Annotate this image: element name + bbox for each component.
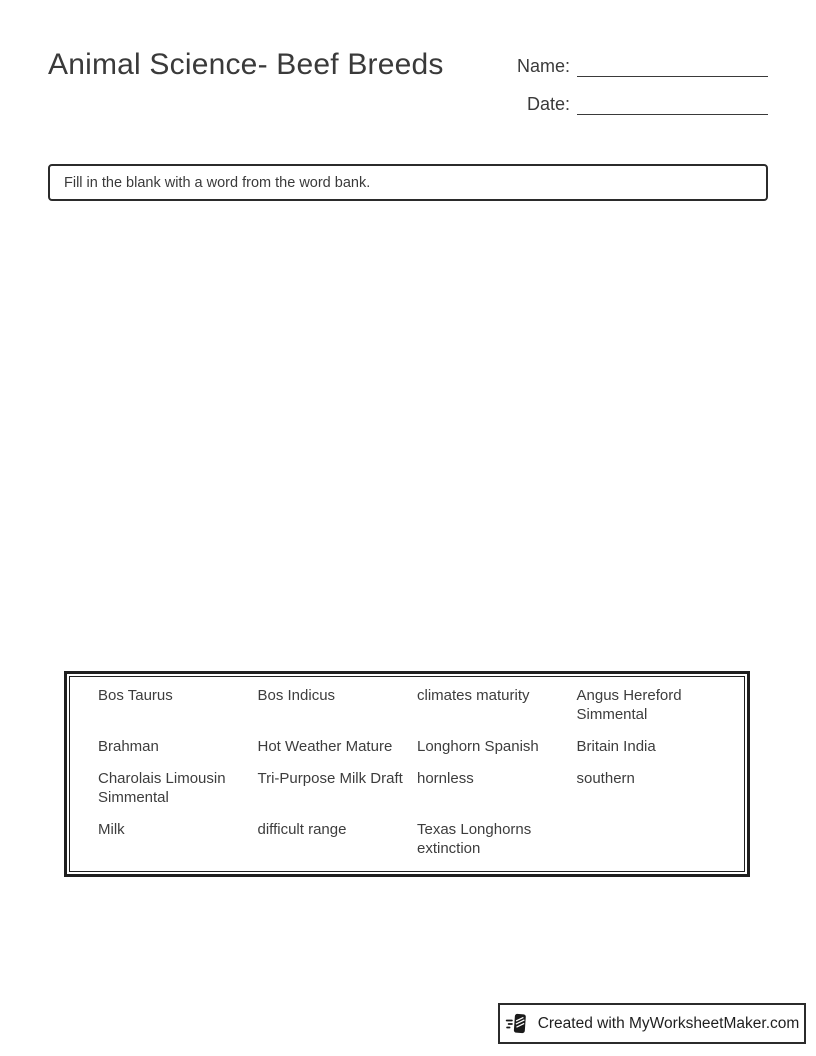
word-bank-item: difficult range bbox=[257, 821, 347, 838]
word-bank bbox=[64, 671, 750, 877]
word-bank-item: Hot Weather Mature bbox=[257, 738, 393, 755]
name-label: Name: bbox=[516, 56, 570, 76]
word-bank-item: Charolais Limousin Simmental bbox=[98, 770, 226, 806]
word-bank-item: hornless bbox=[417, 770, 474, 787]
date-label: Date: bbox=[526, 94, 570, 114]
name-field-row bbox=[506, 50, 768, 77]
word-bank-item: Milk bbox=[98, 821, 125, 838]
date-field-row bbox=[506, 88, 768, 115]
name-date-block bbox=[506, 50, 768, 126]
instructions-box bbox=[48, 164, 768, 201]
word-bank-item: climates maturity bbox=[417, 687, 530, 704]
word-bank-grid bbox=[70, 677, 744, 871]
word-bank-inner-border bbox=[69, 676, 745, 872]
footer-credit-text: Created with MyWorksheetMaker.com bbox=[537, 1014, 800, 1032]
worksheet-maker-logo-icon bbox=[505, 1011, 530, 1036]
word-bank-item: Texas Longhorns extinction bbox=[417, 821, 532, 857]
word-bank-item: Bos Indicus bbox=[257, 687, 336, 704]
word-bank-item: Brahman bbox=[98, 738, 159, 755]
word-bank-item: Britain India bbox=[576, 738, 656, 755]
word-bank-item: Tri-Purpose Milk Draft bbox=[257, 770, 403, 787]
name-blank-line[interactable] bbox=[577, 51, 768, 77]
page-title: Animal Science- Beef Breeds bbox=[48, 48, 444, 81]
instructions-text: Fill in the blank with a word from the word bank. bbox=[64, 174, 371, 191]
date-blank-line[interactable] bbox=[577, 89, 768, 115]
word-bank-item: Angus Hereford Simmental bbox=[576, 687, 682, 723]
footer-credit[interactable] bbox=[498, 1003, 806, 1044]
word-bank-item: southern bbox=[576, 770, 635, 787]
word-bank-item: Bos Taurus bbox=[98, 687, 173, 704]
word-bank-item: Longhorn Spanish bbox=[417, 738, 539, 755]
